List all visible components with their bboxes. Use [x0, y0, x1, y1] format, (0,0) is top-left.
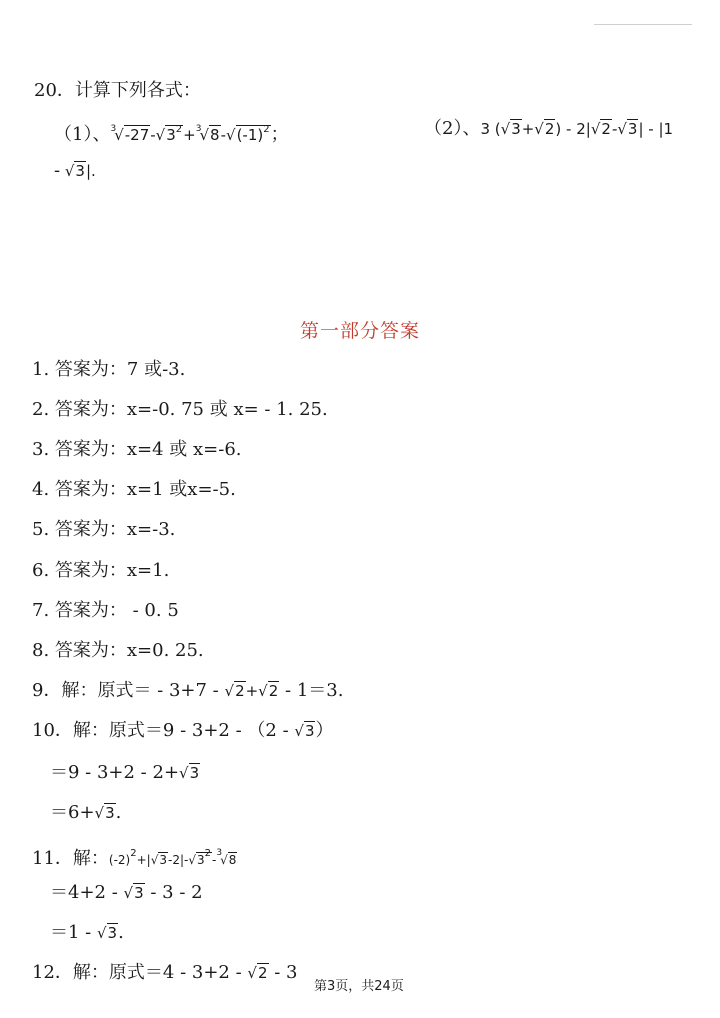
solution-10: 10．解：原式＝9 - 3+2 - （2 - √3） — [32, 720, 334, 741]
question-part-2 — [424, 118, 673, 140]
question-part-2-continued: - √3|. — [54, 160, 96, 181]
answer-1: 1. 答案为：7 或-3. — [32, 359, 186, 380]
answer-5: 5. 答案为：x=-3. — [32, 519, 176, 540]
part2-expression: 3 (√3+√2) - 2|√2-√3| - |1 — [480, 120, 674, 138]
solution-12: 12．解：原式＝4 - 3+2 - √2 - 3 — [32, 962, 298, 983]
solution-11: 11．解：$(-2)^2+|√3-2|-√3^2-^3√8$ — [32, 848, 237, 869]
part1-expression: $^3√-27-√3^2+^3√8-√(-1)^2$ — [110, 124, 270, 144]
answer-7: 7. 答案为： - 0. 5 — [32, 600, 179, 621]
answer-8: 8. 答案为：x=0. 25. — [32, 640, 204, 661]
page-footer: 第3页，共24页 — [314, 979, 404, 994]
solution-10-line-3: ＝6+√3. — [50, 802, 122, 823]
part1-label: （1）、 — [54, 124, 111, 145]
part2-label: （2）、 — [424, 118, 481, 139]
solution-11-line-2: ＝4+2 - √3 - 3 - 2 — [50, 882, 203, 903]
solution-9: 9．解：原式＝ - 3+7 - √2+√2 - 1＝3. — [32, 680, 344, 701]
question-part-1: （1）、$^3√-27-√3^2+^3√8-√(-1)^2$； — [54, 124, 289, 145]
header-rule — [594, 24, 692, 25]
section-title: 第一部分答案 — [299, 320, 420, 342]
solution-11-line-3: ＝1 - √3. — [50, 922, 124, 943]
answer-2: 2. 答案为：x=-0. 75 或 x= - 1. 25. — [32, 399, 328, 420]
answer-3: 3. 答案为：x=4 或 x=-6. — [32, 439, 242, 460]
answer-4: 4. 答案为：x=1 或x=-5. — [32, 479, 236, 500]
solution-10-line-2: ＝9 - 3+2 - 2+√3 — [50, 762, 200, 783]
question-title: 20．计算下列各式： — [34, 80, 201, 101]
answer-6: 6. 答案为：x=1. — [32, 560, 170, 581]
